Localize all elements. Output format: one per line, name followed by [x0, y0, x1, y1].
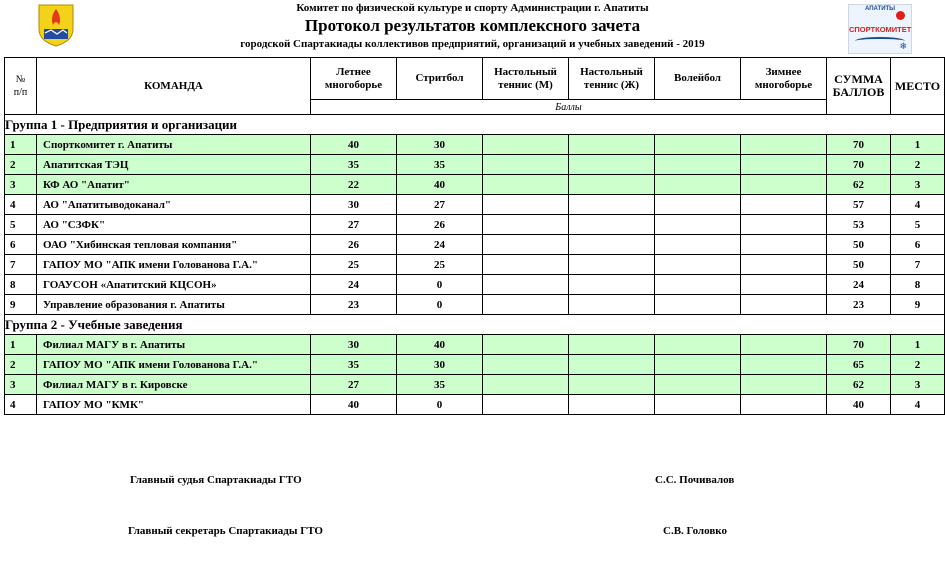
- row-streetball-score: 35: [397, 375, 483, 395]
- row-winter-score: [741, 255, 827, 275]
- col-header-sum: СУММА БАЛЛОВ: [827, 58, 891, 115]
- row-team: ГОАУСОН «Апатитский КЦСОН»: [37, 275, 311, 295]
- row-winter-score: [741, 155, 827, 175]
- row-volleyball-score: [655, 215, 741, 235]
- table-row: [5, 175, 945, 195]
- row-place: 1: [891, 335, 945, 355]
- table-row: [5, 135, 945, 155]
- row-volleyball-score: [655, 135, 741, 155]
- row-winter-score: [741, 335, 827, 355]
- row-team: ГАПОУ МО "АПК имени Голованова Г.А.": [37, 355, 311, 375]
- row-num: 4: [5, 195, 37, 215]
- row-streetball-score: 40: [397, 175, 483, 195]
- row-summer-score: 40: [311, 135, 397, 155]
- row-sum: 53: [827, 215, 891, 235]
- row-streetball-score: 0: [397, 395, 483, 415]
- row-winter-score: [741, 195, 827, 215]
- row-team: АО "Апатитыводоканал": [37, 195, 311, 215]
- row-tt-m-score: [483, 235, 569, 255]
- col-header-team: КОМАНДА: [37, 58, 311, 115]
- row-team: Спорткомитет г. Апатиты: [37, 135, 311, 155]
- row-num: 3: [5, 375, 37, 395]
- table-row: [5, 275, 945, 295]
- row-tt-m-score: [483, 295, 569, 315]
- row-summer-score: 35: [311, 355, 397, 375]
- logo-wave-icon: [855, 37, 905, 45]
- group-title: Группа 2 - Учебные заведения: [5, 315, 945, 335]
- group-title: Группа 1 - Предприятия и организации: [5, 115, 945, 135]
- row-team: ГАПОУ МО "АПК имени Голованова Г.А.": [37, 255, 311, 275]
- row-num: 4: [5, 395, 37, 415]
- row-streetball-score: 40: [397, 335, 483, 355]
- row-streetball-score: 30: [397, 135, 483, 155]
- row-tt-m-score: [483, 275, 569, 295]
- row-num: 8: [5, 275, 37, 295]
- row-volleyball-score: [655, 235, 741, 255]
- row-sum: 70: [827, 335, 891, 355]
- row-place: 1: [891, 135, 945, 155]
- row-streetball-score: 30: [397, 355, 483, 375]
- row-summer-score: 35: [311, 155, 397, 175]
- row-tt-w-score: [569, 355, 655, 375]
- col-header-place: МЕСТО: [891, 58, 945, 115]
- row-place: 6: [891, 235, 945, 255]
- row-team: Филиал МАГУ в г. Кировске: [37, 375, 311, 395]
- row-place: 7: [891, 255, 945, 275]
- row-num: 9: [5, 295, 37, 315]
- table-row: [5, 355, 945, 375]
- row-num: 6: [5, 235, 37, 255]
- chief-secretary-name: С.В. Головко: [663, 525, 727, 537]
- group-header-row: [5, 315, 945, 335]
- row-sum: 23: [827, 295, 891, 315]
- row-place: 2: [891, 355, 945, 375]
- row-tt-m-score: [483, 155, 569, 175]
- row-winter-score: [741, 355, 827, 375]
- table-row: [5, 375, 945, 395]
- row-volleyball-score: [655, 275, 741, 295]
- table-row: [5, 195, 945, 215]
- row-tt-w-score: [569, 135, 655, 155]
- row-winter-score: [741, 175, 827, 195]
- col-header-volleyball: Волейбол: [655, 58, 741, 100]
- row-num: 5: [5, 215, 37, 235]
- row-volleyball-score: [655, 375, 741, 395]
- col-header-tt-w: Настольный теннис (Ж): [569, 58, 655, 100]
- results-body: [5, 115, 945, 415]
- row-tt-w-score: [569, 335, 655, 355]
- row-sum: 70: [827, 155, 891, 175]
- row-team: КФ АО "Апатит": [37, 175, 311, 195]
- row-place: 2: [891, 155, 945, 175]
- city-coat-of-arms-icon: [37, 3, 75, 47]
- row-tt-w-score: [569, 375, 655, 395]
- sportcommittee-logo: [848, 4, 912, 54]
- row-winter-score: [741, 215, 827, 235]
- row-sum: 70: [827, 135, 891, 155]
- table-row: [5, 255, 945, 275]
- col-header-winter: Зимнее многоборье: [741, 58, 827, 100]
- row-sum: 24: [827, 275, 891, 295]
- row-volleyball-score: [655, 355, 741, 375]
- row-sum: 65: [827, 355, 891, 375]
- row-tt-w-score: [569, 175, 655, 195]
- row-streetball-score: 24: [397, 235, 483, 255]
- row-num: 2: [5, 155, 37, 175]
- row-tt-w-score: [569, 295, 655, 315]
- row-summer-score: 30: [311, 335, 397, 355]
- col-header-summer: Летнее многоборье: [311, 58, 397, 100]
- row-sum: 62: [827, 175, 891, 195]
- row-streetball-score: 35: [397, 155, 483, 175]
- table-row: [5, 335, 945, 355]
- row-place: 9: [891, 295, 945, 315]
- row-streetball-score: 25: [397, 255, 483, 275]
- row-summer-score: 24: [311, 275, 397, 295]
- row-place: 4: [891, 195, 945, 215]
- table-row: [5, 395, 945, 415]
- col-header-streetball: Стритбол: [397, 58, 483, 100]
- row-volleyball-score: [655, 175, 741, 195]
- row-tt-m-score: [483, 375, 569, 395]
- table-row: [5, 215, 945, 235]
- logo-ball-icon: [896, 11, 905, 20]
- row-num: 1: [5, 135, 37, 155]
- row-num: 2: [5, 355, 37, 375]
- snowflake-icon: ❄: [899, 41, 907, 51]
- table-header-row: [5, 58, 945, 100]
- group-header-row: [5, 115, 945, 135]
- row-place: 5: [891, 215, 945, 235]
- chief-judge-role: Главный судья Спартакиады ГТО: [130, 474, 302, 486]
- row-sum: 57: [827, 195, 891, 215]
- row-winter-score: [741, 375, 827, 395]
- row-tt-w-score: [569, 395, 655, 415]
- logo-brand-text: СПОРТКОМИТЕТ: [849, 25, 912, 34]
- row-team: АО "СЗФК": [37, 215, 311, 235]
- row-summer-score: 27: [311, 215, 397, 235]
- row-sum: 40: [827, 395, 891, 415]
- row-place: 4: [891, 395, 945, 415]
- page-subtitle: городской Спартакиады коллективов предприятий, организаций и учебных заведений - 2019: [240, 38, 705, 50]
- row-place: 3: [891, 175, 945, 195]
- row-summer-score: 22: [311, 175, 397, 195]
- row-team: Управление образования г. Апатиты: [37, 295, 311, 315]
- table-row: [5, 235, 945, 255]
- row-tt-m-score: [483, 335, 569, 355]
- row-streetball-score: 0: [397, 275, 483, 295]
- row-winter-score: [741, 395, 827, 415]
- row-summer-score: 26: [311, 235, 397, 255]
- row-tt-m-score: [483, 195, 569, 215]
- row-num: 7: [5, 255, 37, 275]
- page-title: Протокол результатов комплексного зачета: [304, 16, 641, 35]
- row-streetball-score: 26: [397, 215, 483, 235]
- logo-city-text: АПАТИТЫ: [864, 6, 896, 12]
- row-summer-score: 27: [311, 375, 397, 395]
- row-tt-m-score: [483, 355, 569, 375]
- row-summer-score: 30: [311, 195, 397, 215]
- row-num: 3: [5, 175, 37, 195]
- row-team: ГАПОУ МО "КМК": [37, 395, 311, 415]
- row-volleyball-score: [655, 195, 741, 215]
- row-place: 3: [891, 375, 945, 395]
- row-tt-m-score: [483, 395, 569, 415]
- row-volleyball-score: [655, 335, 741, 355]
- row-team: Филиал МАГУ в г. Апатиты: [37, 335, 311, 355]
- col-header-tt-m: Настольный теннис (М): [483, 58, 569, 100]
- organization-name: Комитет по физической культуре и спорту Администрации г. Апатиты: [296, 2, 649, 14]
- row-tt-w-score: [569, 275, 655, 295]
- row-sum: 50: [827, 235, 891, 255]
- row-winter-score: [741, 275, 827, 295]
- row-tt-w-score: [569, 195, 655, 215]
- chief-judge-name: С.С. Почивалов: [655, 474, 735, 486]
- row-tt-m-score: [483, 215, 569, 235]
- table-row: [5, 295, 945, 315]
- row-winter-score: [741, 295, 827, 315]
- table-row: [5, 155, 945, 175]
- points-unit-label: Баллы: [311, 100, 827, 115]
- row-volleyball-score: [655, 295, 741, 315]
- row-sum: 50: [827, 255, 891, 275]
- row-tt-m-score: [483, 175, 569, 195]
- row-streetball-score: 27: [397, 195, 483, 215]
- row-num: 1: [5, 335, 37, 355]
- row-tt-m-score: [483, 255, 569, 275]
- chief-secretary-role: Главный секретарь Спартакиады ГТО: [128, 525, 323, 537]
- row-winter-score: [741, 135, 827, 155]
- row-summer-score: 40: [311, 395, 397, 415]
- row-tt-w-score: [569, 215, 655, 235]
- row-streetball-score: 0: [397, 295, 483, 315]
- row-sum: 62: [827, 375, 891, 395]
- row-volleyball-score: [655, 155, 741, 175]
- row-tt-w-score: [569, 235, 655, 255]
- row-volleyball-score: [655, 395, 741, 415]
- row-tt-w-score: [569, 255, 655, 275]
- row-team: Апатитская ТЭЦ: [37, 155, 311, 175]
- row-summer-score: 25: [311, 255, 397, 275]
- row-tt-m-score: [483, 135, 569, 155]
- row-tt-w-score: [569, 155, 655, 175]
- col-header-num: № п/п: [5, 58, 37, 115]
- results-table: [4, 57, 945, 415]
- row-volleyball-score: [655, 255, 741, 275]
- row-winter-score: [741, 235, 827, 255]
- row-summer-score: 23: [311, 295, 397, 315]
- row-place: 8: [891, 275, 945, 295]
- row-team: ОАО "Хибинская тепловая компания": [37, 235, 311, 255]
